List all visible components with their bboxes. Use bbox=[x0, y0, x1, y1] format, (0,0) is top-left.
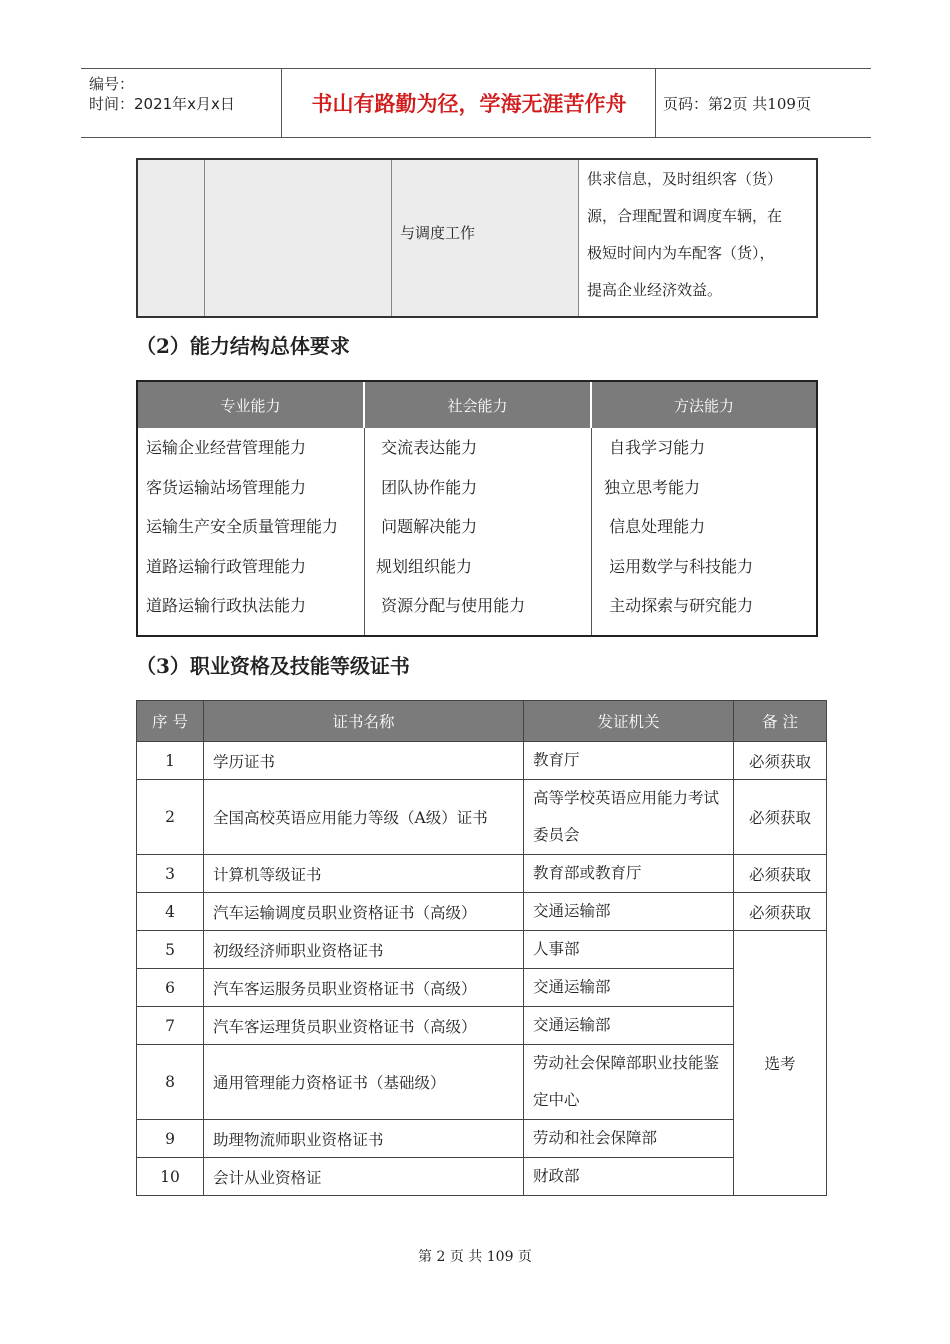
issuer: 财政部 bbox=[524, 1158, 734, 1196]
work-cell: 与调度工作 bbox=[400, 224, 476, 242]
column-divider bbox=[591, 428, 592, 635]
table-row bbox=[137, 780, 827, 855]
table-row bbox=[137, 855, 827, 893]
description-line: 提高企业经济效益。 bbox=[587, 281, 723, 299]
list-item: 运输企业经营管理能力 bbox=[146, 438, 307, 457]
list-item: 客货运输站场管理能力 bbox=[146, 477, 307, 497]
social-column bbox=[376, 428, 591, 635]
header-method: 方法能力 bbox=[592, 382, 816, 428]
issuer: 交通运输部 bbox=[524, 1007, 734, 1045]
column-divider bbox=[578, 160, 579, 316]
issuer: 高等学校英语应用能力考试委员会 bbox=[524, 780, 734, 855]
list-item: 道路运输行政执法能力 bbox=[146, 596, 307, 615]
row-no: 6 bbox=[137, 969, 204, 1007]
list-item: 信息处理能力 bbox=[604, 517, 706, 536]
header-meta bbox=[81, 69, 281, 137]
header-issuer: 发证机关 bbox=[524, 701, 734, 742]
method-column bbox=[604, 428, 814, 635]
row-no: 3 bbox=[137, 855, 204, 893]
header-no: 序 号 bbox=[137, 701, 204, 742]
list-item: 自我学习能力 bbox=[604, 438, 706, 457]
table-cell bbox=[138, 160, 204, 316]
row-no: 5 bbox=[137, 931, 204, 969]
row-no: 4 bbox=[137, 893, 204, 931]
remark: 必须获取 bbox=[734, 893, 827, 931]
ability-table-header bbox=[138, 382, 816, 428]
header-page-info: 页码：第2页 共109页 bbox=[663, 94, 811, 113]
list-item: 问题解决能力 bbox=[376, 517, 478, 536]
list-item: 运用数学与科技能力 bbox=[604, 556, 754, 576]
description-line: 源，合理配置和调度车辆，在 bbox=[587, 207, 783, 225]
cert-name: 会计从业资格证 bbox=[204, 1158, 524, 1196]
header-cert-name: 证书名称 bbox=[204, 701, 524, 742]
header-motto: 书山有路勤为径，学海无涯苦作舟 bbox=[311, 91, 627, 116]
list-item: 道路运输行政管理能力 bbox=[146, 556, 307, 576]
professional-column bbox=[146, 428, 361, 635]
list-item: 主动探索与研究能力 bbox=[604, 596, 754, 615]
header-professional: 专业能力 bbox=[138, 382, 365, 428]
table-row bbox=[137, 931, 827, 969]
column-divider bbox=[364, 428, 365, 635]
table-row bbox=[137, 742, 827, 780]
row-no: 8 bbox=[137, 1045, 204, 1120]
table-row bbox=[137, 1120, 827, 1158]
list-item: 规划组织能力 bbox=[376, 556, 473, 576]
table-row bbox=[137, 1158, 827, 1196]
row-no: 2 bbox=[137, 780, 204, 855]
row-no: 9 bbox=[137, 1120, 204, 1158]
issuer: 交通运输部 bbox=[524, 893, 734, 931]
row-no: 1 bbox=[137, 742, 204, 780]
certificate-table bbox=[136, 700, 827, 1196]
cert-name: 通用管理能力资格证书（基础级） bbox=[204, 1045, 524, 1120]
remark: 必须获取 bbox=[734, 742, 827, 780]
remark: 必须获取 bbox=[734, 855, 827, 893]
issuer: 劳动和社会保障部 bbox=[524, 1120, 734, 1158]
cert-name: 学历证书 bbox=[204, 742, 524, 780]
table-header-row bbox=[137, 701, 827, 742]
cert-name: 计算机等级证书 bbox=[204, 855, 524, 893]
page-header bbox=[81, 68, 871, 138]
issuer: 人事部 bbox=[524, 931, 734, 969]
row-no: 7 bbox=[137, 1007, 204, 1045]
section-title-certificates: （3）职业资格及技能等级证书 bbox=[136, 654, 410, 678]
duty-table-continued bbox=[136, 158, 818, 318]
cert-name: 助理物流师职业资格证书 bbox=[204, 1120, 524, 1158]
header-divider bbox=[655, 69, 656, 137]
table-cell bbox=[205, 160, 391, 316]
list-item: 独立思考能力 bbox=[604, 477, 701, 497]
table-row bbox=[137, 1007, 827, 1045]
remark: 选考 bbox=[734, 931, 827, 1196]
description-cell bbox=[587, 160, 813, 309]
row-no: 10 bbox=[137, 1158, 204, 1196]
list-item: 资源分配与使用能力 bbox=[376, 596, 526, 615]
description-line: 极短时间内为车配客（货）， bbox=[587, 244, 775, 262]
description-line: 供求信息，及时组织客（货） bbox=[587, 170, 783, 188]
list-item: 交流表达能力 bbox=[376, 438, 478, 457]
header-divider bbox=[281, 69, 282, 137]
ability-table bbox=[136, 380, 818, 637]
table-row bbox=[137, 969, 827, 1007]
time-label: 时间：2021年x月x日 bbox=[89, 95, 235, 113]
cert-name: 汽车运输调度员职业资格证书（高级） bbox=[204, 893, 524, 931]
remark: 必须获取 bbox=[734, 780, 827, 855]
number-label: 编号： bbox=[89, 75, 135, 93]
page-footer: 第 2 页 共 109 页 bbox=[418, 1249, 532, 1265]
table-row bbox=[137, 1045, 827, 1120]
header-social: 社会能力 bbox=[365, 382, 592, 428]
table-row bbox=[137, 893, 827, 931]
cert-name: 汽车客运理货员职业资格证书（高级） bbox=[204, 1007, 524, 1045]
header-remark: 备 注 bbox=[734, 701, 827, 742]
issuer: 教育部或教育厅 bbox=[524, 855, 734, 893]
cert-name: 全国高校英语应用能力等级（A级）证书 bbox=[204, 780, 524, 855]
issuer: 劳动社会保障部职业技能鉴定中心 bbox=[524, 1045, 734, 1120]
list-item: 运输生产安全质量管理能力 bbox=[146, 517, 339, 536]
cert-name: 初级经济师职业资格证书 bbox=[204, 931, 524, 969]
cert-name: 汽车客运服务员职业资格证书（高级） bbox=[204, 969, 524, 1007]
issuer: 教育厅 bbox=[524, 742, 734, 780]
list-item: 团队协作能力 bbox=[376, 477, 478, 497]
issuer: 交通运输部 bbox=[524, 969, 734, 1007]
section-title-ability: （2）能力结构总体要求 bbox=[136, 334, 350, 358]
